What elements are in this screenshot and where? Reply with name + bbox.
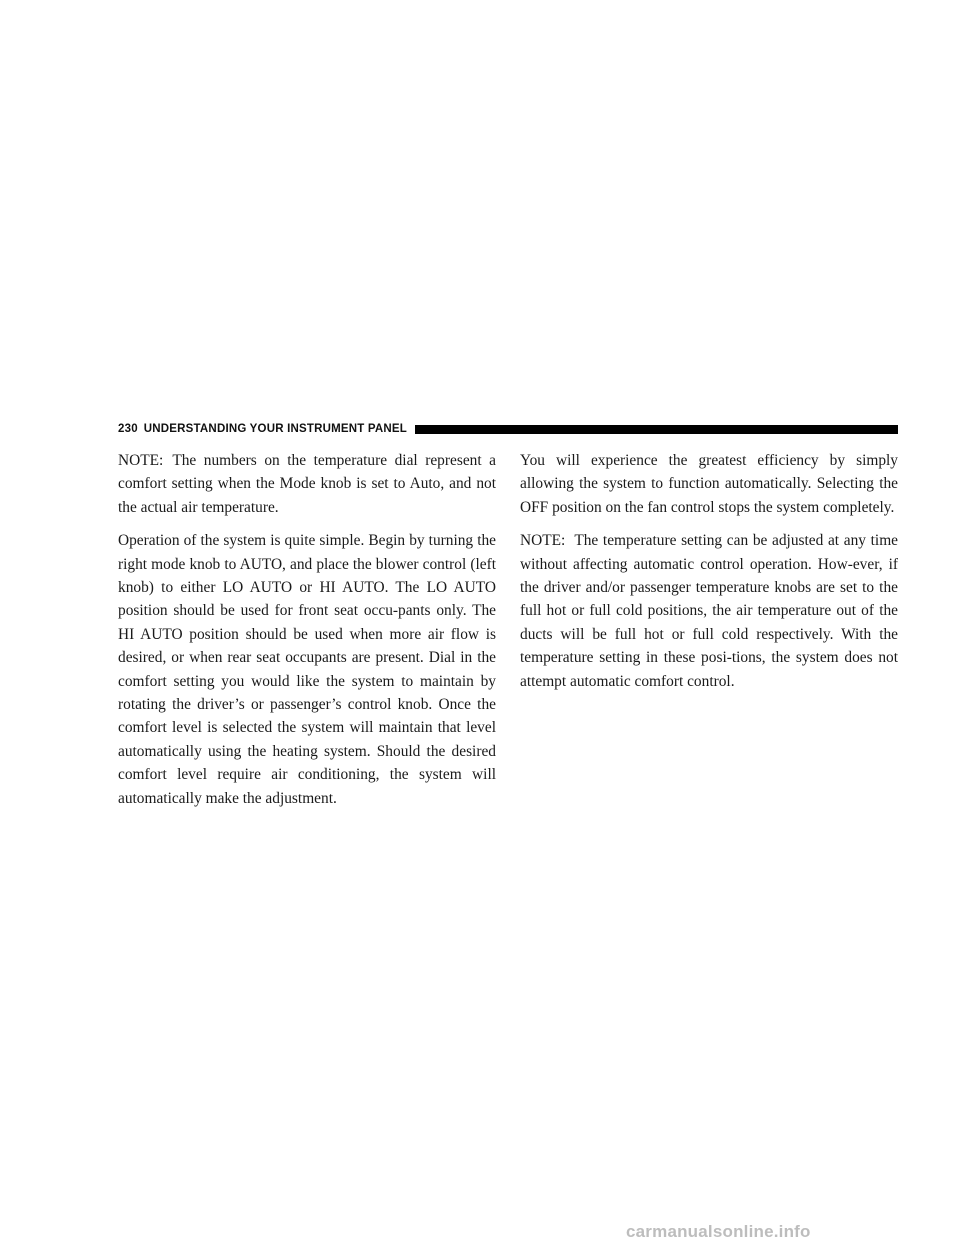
right-column: [520, 449, 898, 703]
page-header: [118, 421, 898, 437]
section-title: UNDERSTANDING YOUR INSTRUMENT PANEL: [143, 423, 407, 435]
watermark: carmanualsonline.info: [626, 1222, 811, 1241]
left-column: [118, 449, 496, 820]
note-paragraph: [118, 449, 496, 519]
note-label: NOTE:: [118, 452, 164, 469]
header-rule: [415, 425, 898, 434]
body-paragraph: Operation of the system is quite simple. Begin by turning the right mode knob to AUTO, and place the blower control (left knob) to either LO AUTO or HI AUTO. The LO AUTO position should be used for front seat occu-pants only. The HI AUTO position should be used when more air flow is desired, or when rear seat occupants are present. Dial in the comfort setting you would like the system to maintain by rotating the driver’s or passenger’s control knob. Once the comfort level is selected the system will maintain that level automatically using the heating system. Should the desired comfort level require air conditioning, the system will automatically make the adjustment.: [118, 532, 496, 807]
note-paragraph: [520, 529, 898, 693]
body-paragraph: You will experience the greatest efficiency by simply allowing the system to function automatically. Selecting the OFF position on the fan control stops the system completely.: [520, 452, 898, 516]
note-text: The numbers on the temperature dial represent a comfort setting when the Mode knob is set to Auto, and not the actual air temperature.: [118, 452, 496, 516]
note-text: The temperature setting can be adjusted at any time without affecting automatic control operation. How-ever, if the driver and/or passenger temperature knobs are set to the full hot or full cold positions, the air temperature out of the ducts will be full hot or full cold respectively. With the temperature setting in these posi-tions, the system does not attempt automatic comfort control.: [520, 532, 898, 690]
note-label: NOTE:: [520, 532, 566, 550]
page-number: 230: [118, 423, 138, 435]
